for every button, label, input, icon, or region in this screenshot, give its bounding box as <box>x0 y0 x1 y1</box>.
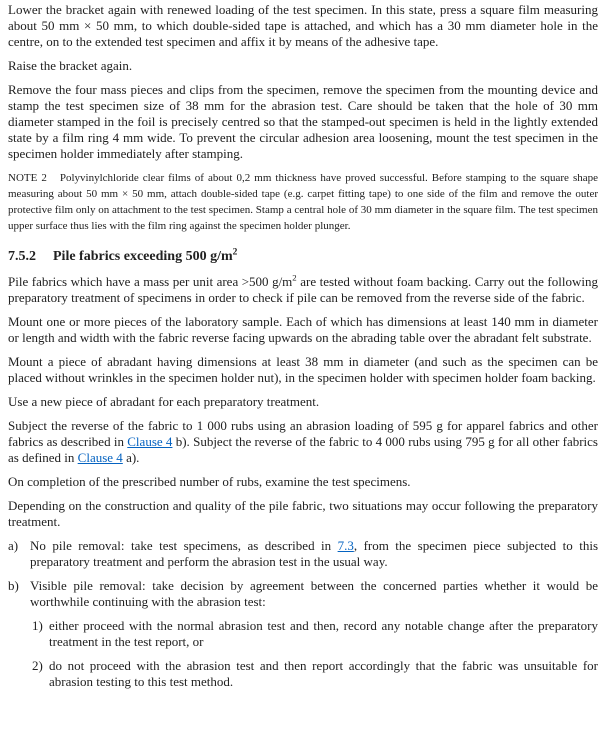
list-item-b2-body: do not proceed with the abrasion test and then report accordingly that the fabric was unsuitable for abrasion testing to this test method. <box>49 658 598 689</box>
subject-text-1: Subject the reverse of the fabric to 1 000 rubs using an abrasion loading of 595 g for apparel fabrics and other fabrics as described in <box>8 418 598 449</box>
paragraph-raise-bracket: Raise the bracket again. <box>8 58 133 73</box>
list-item-b-body: Visible pile removal: take decision by agreement between the concerned parties whether it would be worthwhile continuing with the abrasion test: <box>30 578 598 609</box>
pile-fabrics-text-after-sup: are tested without foam backing. Carry out the following preparatory treatment of specimens in order to check if pile can be removed from the reverse side of the fabric. <box>8 274 598 305</box>
list-item-b <box>8 578 598 610</box>
item-a-text-1: No pile removal: take test specimens, as described in <box>30 538 338 553</box>
pile-fabrics-text-before-sup: Pile fabrics which have a mass per unit area >500 g/m <box>8 274 293 289</box>
section-title: Pile fabrics exceeding 500 g/m <box>53 249 233 264</box>
list-item-b-marker: b) <box>8 578 19 593</box>
pile-fabrics-superscript: 2 <box>292 272 297 283</box>
paragraph-pile-fabrics <box>8 274 598 306</box>
clause-4-link-2[interactable]: Clause 4 <box>77 450 123 465</box>
paragraph-remove-mass-pieces: Remove the four mass pieces and clips from the specimen, remove the specimen from the mounting device and stamp the test specimen size of 38 mm for the abrasion test. Care should be taken that the hole of 30 mm diameter stamped in the foil is precisely centred so that the stamped-out specimen is held in the lightly extended state by a film ring 4 mm wide. To prevent the circular adhesion area loosening, mount the test specimen in the specimen holder immediately after stamping. <box>8 82 598 161</box>
section-number: 7.5.2 <box>8 249 36 264</box>
note-2-paragraph <box>8 170 598 234</box>
list-item-b1 <box>32 618 598 650</box>
clause-4-link-1[interactable]: Clause 4 <box>127 434 173 449</box>
list-item-a-marker: a) <box>8 538 19 553</box>
note-2-text: Polyvinylchloride clear films of about 0,2 mm thickness have proved successful. Before stamping to the square shape measuring about 50 mm × 50 mm, attach double-sided tape (e.g. carpet fitting tape) to one side of the film and remove the outer protective film only on attachment to the test specimen. Stamp a central hole of 30 mm diameter in the square film. The test specimen upper surface thus lies with the film ring against the specimen holder plunger. <box>8 172 599 232</box>
paragraph-on-completion: On completion of the prescribed number of rubs, examine the test specimens. <box>8 474 411 489</box>
item-a-text-2: , from the specimen piece subjected to this preparatory treatment and perform the abrasion test in the usual way. <box>30 538 598 569</box>
list-item-b2 <box>32 658 598 690</box>
paragraph-mount-abradant: Mount a piece of abradant having dimensions at least 38 mm in diameter (and such as the specimen can be placed without wrinkles in the specimen holder nut), in the specimen holder with specimen holder foam backing. <box>8 354 598 385</box>
section-heading-7-5-2 <box>8 248 598 265</box>
paragraph-new-abradant: Use a new piece of abradant for each preparatory treatment. <box>8 394 320 409</box>
subject-text-3: a). <box>122 450 140 465</box>
section-title-superscript: 2 <box>232 247 238 258</box>
note-2-label: NOTE 2 <box>8 172 47 184</box>
list-item-a <box>8 538 598 570</box>
paragraph-depending: Depending on the construction and quality of the pile fabric, two situations may occur following the preparatory treatment. <box>8 498 598 529</box>
paragraph-mount-pieces: Mount one or more pieces of the laboratory sample. Each of which has dimensions at least 140 mm in diameter or length and width with the fabric reverse facing upwards on the abrading table over the abradant felt substrate. <box>8 314 598 345</box>
subject-text-2: b). Subject the reverse of the fabric to 4 000 rubs using 795 g for all other fabrics as defined in <box>8 434 598 465</box>
list-item-a-body <box>30 538 598 570</box>
list-item-b2-marker: 2) <box>32 658 43 673</box>
list-item-b1-marker: 1) <box>32 618 43 633</box>
paragraph-lower-bracket: Lower the bracket again with renewed loading of the test specimen. In this state, press a square film measuring about 50 mm × 50 mm, to which double-sided tape is attached, and which has a 30 mm diameter hole in the centre, on to the extended test specimen and affix it by means of the adhesive tape. <box>8 2 598 49</box>
list-item-b1-body: either proceed with the normal abrasion test and then, record any notable change after the preparatory treatment in the test report, or <box>49 618 598 649</box>
clause-7-3-link[interactable]: 7.3 <box>337 538 354 553</box>
paragraph-subject-reverse <box>8 418 598 466</box>
